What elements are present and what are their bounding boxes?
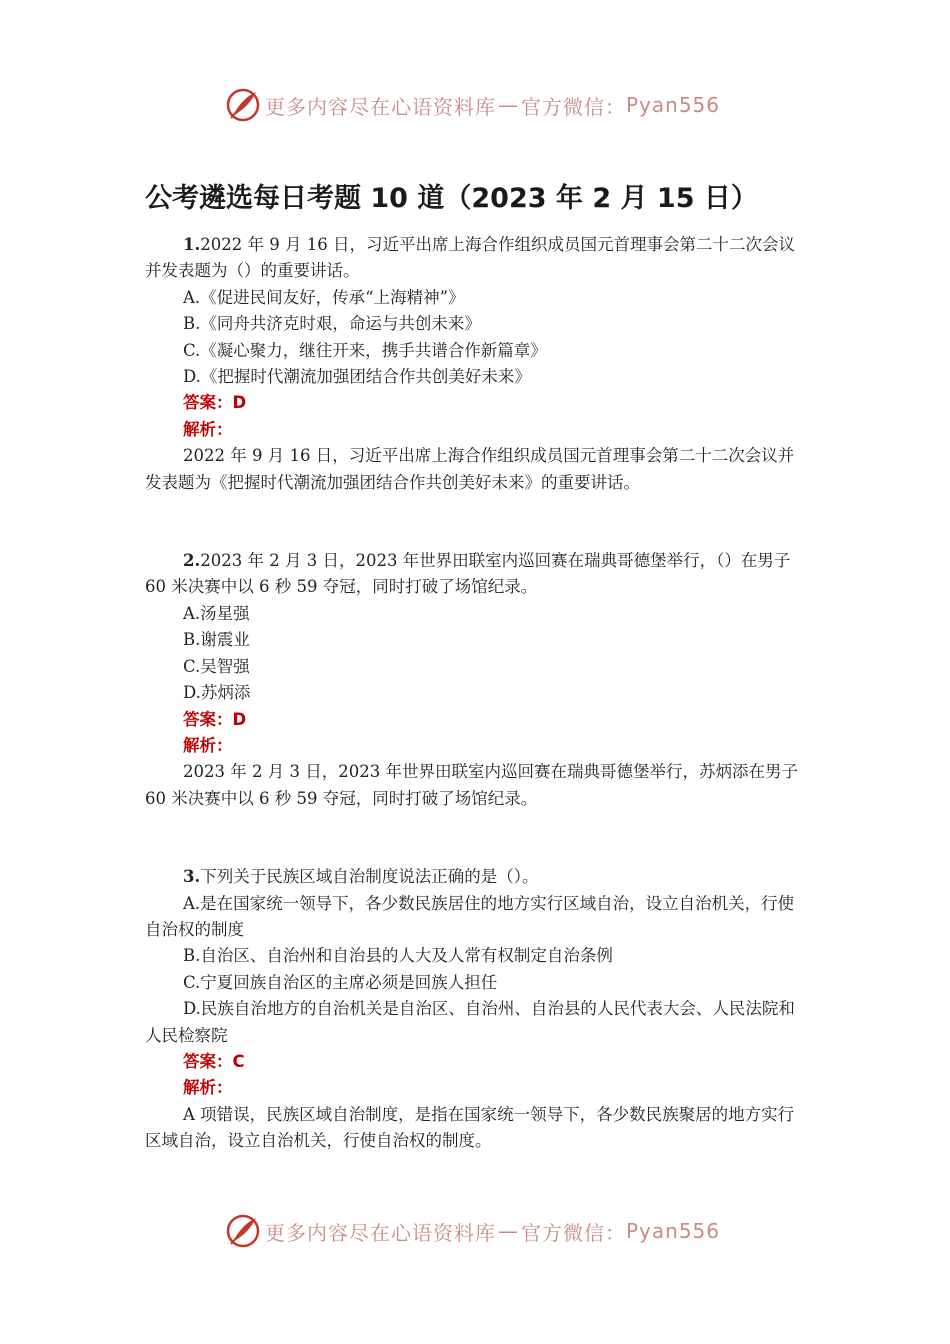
option-b: B.《同舟共济克时艰，命运与共创未来》 <box>183 314 481 334</box>
quill-logo-icon <box>225 1213 261 1249</box>
question-number: 3. <box>183 867 201 887</box>
banner-dash: — <box>498 1219 519 1243</box>
question-list <box>145 232 808 1155</box>
banner-wechat-label: 官方微信： <box>521 94 626 119</box>
page-title: 公考遴选每日考题 10 道（2023 年 2 月 15 日） <box>145 183 758 214</box>
question-2 <box>145 548 808 812</box>
explanation: 2023 年 2 月 3 日，2023 年世界田联室内巡回赛在瑞典哥德堡举行，苏炳添在男子 60 米决赛中以 6 秒 59 夺冠，同时打破了场馆纪录。 <box>145 762 798 808</box>
option-b: B.自治区、自治州和自治县的人大及人常有权制定自治条例 <box>183 946 613 966</box>
footer-banner <box>225 1211 720 1251</box>
banner-wechat-id: Pyan556 <box>626 93 721 117</box>
explanation: A 项错误，民族区域自治制度，是指在国家统一领导下，各少数民族聚居的地方实行区域自治，设立自治机关，行使自治权的制度。 <box>145 1104 795 1151</box>
header-banner <box>225 85 720 125</box>
question-stem: 2022 年 9 月 16 日，习近平出席上海合作组织成员国元首理事会第二十二次会议并发表题为（）的重要讲话。 <box>145 235 795 281</box>
option-c: C.《凝心聚力，继往开来，携手共谱合作新篇章》 <box>183 340 547 360</box>
question-1 <box>145 232 808 496</box>
answer: 答案：C <box>183 1051 245 1071</box>
banner-text: 更多内容尽在心语资料库 <box>265 94 496 119</box>
option-d: D.《把握时代潮流加强团结合作共创美好未来》 <box>183 367 531 387</box>
option-b: B.谢震业 <box>183 630 250 650</box>
question-stem: 下列关于民族区域自治制度说法正确的是（）。 <box>200 867 539 887</box>
option-d: D.苏炳添 <box>183 683 251 703</box>
option-a: A.汤星强 <box>183 603 250 623</box>
option-a: A.是在国家统一领导下，各少数民族居住的地方实行区域自治，设立自治机关，行使自治权的制度 <box>145 893 795 939</box>
question-number: 2. <box>183 551 201 571</box>
banner-dash: — <box>498 93 519 117</box>
option-d: D.民族自治地方的自治机关是自治区、自治州、自治县的人民代表大会、人民法院和人民检察院 <box>145 999 795 1045</box>
banner-text: 更多内容尽在心语资料库 <box>265 1220 496 1245</box>
explanation: 2022 年 9 月 16 日，习近平出席上海合作组织成员国元首理事会第二十二次会议并发表题为《把握时代潮流加强团结合作共创美好未来》的重要讲话。 <box>145 446 795 492</box>
quill-logo-icon <box>225 87 261 123</box>
banner-wechat-label: 官方微信： <box>521 1220 626 1245</box>
answer: 答案：D <box>183 393 247 413</box>
banner-wechat-id: Pyan556 <box>626 1219 721 1243</box>
analysis-label: 解析： <box>183 735 233 755</box>
analysis-label: 解析： <box>183 1078 233 1098</box>
option-c: C.吴智强 <box>183 656 250 676</box>
answer: 答案：D <box>183 709 247 729</box>
analysis-label: 解析： <box>183 419 233 439</box>
option-a: A.《促进民间友好，传承“上海精神”》 <box>183 287 465 307</box>
question-stem: 2023 年 2 月 3 日，2023 年世界田联室内巡回赛在瑞典哥德堡举行，（）在男子 60 米决赛中以 6 秒 59 夺冠，同时打破了场馆纪录。 <box>145 551 791 597</box>
option-c: C.宁夏回族自治区的主席必须是回族人担任 <box>183 972 498 992</box>
question-3 <box>145 864 808 1154</box>
question-number: 1. <box>183 235 201 254</box>
